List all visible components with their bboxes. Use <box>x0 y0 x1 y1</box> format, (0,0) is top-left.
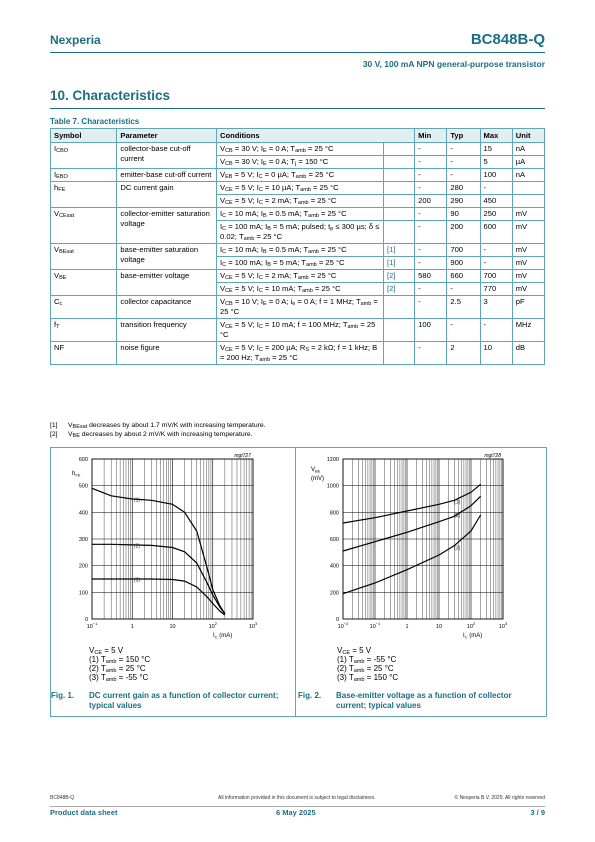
footer-doc: BC848B-Q <box>50 795 75 801</box>
fig1-legend-line: (1) $T_{amb} = 150$ °C <box>89 655 151 665</box>
cell-min: - <box>415 221 447 244</box>
figure-1-ylabel: $h_{FE}$ <box>72 471 81 478</box>
x-tick-label: $10^3$ <box>498 621 508 630</box>
fig2-legend-line: (2) $T_{amb} = 25$ °C <box>337 664 394 674</box>
cell-typ: - <box>447 283 480 296</box>
table-row <box>51 169 545 182</box>
x-tick-label: $10^2$ <box>208 621 217 630</box>
cell-note-ref: [2] <box>383 270 414 283</box>
cell-note-ref <box>383 195 414 208</box>
figure-1-label: Fig. 1. <box>51 691 75 700</box>
table-caption: Table 7. Characteristics <box>50 117 140 126</box>
y-tick-label: 1200 <box>326 457 339 463</box>
y-tick-label: 200 <box>78 563 88 570</box>
cell-symbol: $h_{FE}$ <box>51 182 117 208</box>
y-tick-label: 400 <box>78 510 88 517</box>
x-tick-label: $10^3$ <box>248 621 258 630</box>
series-label-3: (3) <box>133 577 141 584</box>
figure-2-label: Fig. 2. <box>298 691 322 700</box>
cell-conditions: $I_C = 10$ mA; $I_B = 0.5$ mA; $T_{amb} = 25$ °C <box>216 244 383 257</box>
cell-unit: mV <box>512 208 544 221</box>
cell-conditions: $V_{CB} = 30$ V; $I_E = 0$ A; $T_{amb} = 25$ °C <box>216 143 383 156</box>
cell-max: - <box>480 182 512 195</box>
note-2: [2] $V_{BE}$ decreases by about 2 mV/K with increasing temperature. <box>50 431 253 439</box>
cell-typ: 280 <box>447 182 480 195</box>
cell-max: 100 <box>480 169 512 182</box>
cell-typ: 90 <box>447 208 480 221</box>
cell-symbol: NF <box>51 342 117 365</box>
table-row <box>51 270 545 283</box>
x-tick-label: 10 <box>169 624 176 630</box>
cell-conditions: $V_{CE} = 5$ V; $I_C = 2$ mA; $T_{amb} = 25$ °C <box>216 270 383 283</box>
cell-min: - <box>415 208 447 221</box>
cell-conditions: $I_C = 100$ mA; $I_B = 5$ mA; pulsed; $t_p \le 300$ µs; δ ≤ 0.02; $T_{amb} = 25$ °C <box>216 221 383 244</box>
cell-symbol: $V_{BEsat}$ <box>51 244 117 270</box>
cell-unit: dB <box>512 342 544 365</box>
cell-unit: pF <box>512 296 544 319</box>
cell-min: 100 <box>415 319 447 342</box>
table-notes <box>50 421 266 439</box>
cell-typ: 660 <box>447 270 480 283</box>
fig2-legend-line: (1) $T_{amb} = -55$ °C <box>337 655 397 665</box>
figure-1-xlabel: $I_C$ (mA) <box>213 633 233 640</box>
cell-max: 700 <box>480 270 512 283</box>
cell-parameter: DC current gain <box>117 182 217 208</box>
cell-max: 10 <box>480 342 512 365</box>
cell-conditions: $V_{CE} = 5$ V; $I_C = 10$ mA; f = 100 MHz; $T_{amb} = 25$ °C <box>216 319 383 342</box>
cell-conditions: $V_{CE} = 5$ V; $I_C = 10$ µA; $T_{amb} = 25$ °C <box>216 182 383 195</box>
characteristics-table <box>50 128 545 365</box>
cell-min: 200 <box>415 195 447 208</box>
figure-1-chart <box>52 449 292 645</box>
cell-note-ref <box>383 342 414 365</box>
fig2-legend-line: (3) $T_{amb} = 150$ °C <box>337 673 399 683</box>
cell-typ: - <box>447 156 480 169</box>
x-tick-label: $10^{-1}$ <box>86 621 98 630</box>
cell-conditions: $I_C = 10$ mA; $I_B = 0.5$ mA; $T_{amb} = 25$ °C <box>216 208 383 221</box>
cell-note-ref <box>383 319 414 342</box>
cell-typ: - <box>447 319 480 342</box>
cell-unit <box>512 182 544 195</box>
header-rule <box>50 52 545 53</box>
cell-note-ref <box>383 221 414 244</box>
footer-thin-rule <box>50 806 545 807</box>
company-name: Nexperia <box>50 33 101 47</box>
table-row <box>51 208 545 221</box>
cell-typ: 2.5 <box>447 296 480 319</box>
cell-note-ref <box>383 169 414 182</box>
cell-max: 250 <box>480 208 512 221</box>
figure-2-caption-text: Base-emitter voltage as a function of collector current; typical values <box>336 691 512 710</box>
series-label-1: (1) <box>454 499 461 506</box>
cell-conditions: $V_{CE} = 5$ V; $I_C = 10$ mA; $T_{amb} = 25$ °C <box>216 283 383 296</box>
col-max: Max <box>480 129 512 143</box>
y-tick-label: 100 <box>78 590 88 597</box>
section-rule <box>50 108 545 109</box>
y-tick-label: 300 <box>78 537 88 543</box>
figure-2-caption <box>298 691 543 711</box>
cell-min: - <box>415 143 447 156</box>
col-min: Min <box>415 129 447 143</box>
y-tick-label: 0 <box>335 617 339 623</box>
figure-1-caption-text: DC current gain as a function of collector current; typical values <box>89 691 279 710</box>
cell-min: 580 <box>415 270 447 283</box>
table-row <box>51 342 545 365</box>
cell-parameter: base-emitter voltage <box>117 270 217 296</box>
cell-min: - <box>415 169 447 182</box>
series-label-2: (2) <box>454 513 461 519</box>
table-header-row <box>51 129 545 143</box>
cell-unit: mV <box>512 270 544 283</box>
y-tick-label: 500 <box>78 483 88 490</box>
cell-min: - <box>415 283 447 296</box>
cell-max: 15 <box>480 143 512 156</box>
x-tick-label: $10^{-2}$ <box>337 621 349 630</box>
cell-note-ref <box>383 208 414 221</box>
cell-conditions: $V_{CB} = 30$ V; $I_E = 0$ A; $T_j = 150$ °C <box>216 156 383 169</box>
table-row <box>51 143 545 156</box>
cell-max: 600 <box>480 221 512 244</box>
table-row <box>51 296 545 319</box>
figure-2-legend <box>337 646 398 682</box>
table-row <box>51 244 545 257</box>
cell-parameter: emitter-base cut-off current <box>117 169 217 182</box>
cell-min: - <box>415 244 447 257</box>
series-label-2: (2) <box>133 543 141 550</box>
note-1: [1] $V_{BEsat}$ decreases by about 1.7 mV/K with increasing temperature. <box>50 422 266 430</box>
figure-2-ylabel: $V_{BE}$ <box>311 467 321 474</box>
cell-typ: - <box>447 143 480 156</box>
series-label-3: (3) <box>454 545 461 552</box>
cell-note-ref: [1] <box>383 257 414 270</box>
cell-unit: mV <box>512 221 544 244</box>
x-tick-label: 1 <box>130 624 134 630</box>
cell-min: - <box>415 342 447 365</box>
col-unit: Unit <box>512 129 544 143</box>
cell-note-ref: [1] <box>383 244 414 257</box>
y-tick-label: 0 <box>84 617 88 623</box>
fig1-legend-line: (2) $T_{amb} = 25$ °C <box>89 664 146 674</box>
figure-2-chart <box>297 449 543 645</box>
col-parameter: Parameter <box>117 129 217 143</box>
x-tick-label: 1 <box>405 624 409 630</box>
cell-typ: 700 <box>447 244 480 257</box>
note-2-text: $V_{BE}$ decreases by about 2 mV/K with increasing temperature. <box>68 431 253 439</box>
cell-max: 5 <box>480 156 512 169</box>
col-conditions: Conditions <box>216 129 414 143</box>
cell-typ: - <box>447 169 480 182</box>
cell-parameter: collector capacitance <box>117 296 217 319</box>
cell-max: 770 <box>480 283 512 296</box>
footer-doc-type: Product data sheet <box>50 808 118 817</box>
cell-note-ref: [2] <box>383 283 414 296</box>
cell-unit: nA <box>512 143 544 156</box>
table-row <box>51 319 545 342</box>
cell-parameter: collector-emitter saturation voltage <box>117 208 217 244</box>
cell-symbol: $C_c$ <box>51 296 117 319</box>
cell-min: - <box>415 296 447 319</box>
figure-2-xlabel: $I_C$ (mA) <box>463 633 483 640</box>
cell-unit <box>512 195 544 208</box>
figure-2-code: mgt728 <box>484 453 501 459</box>
col-symbol: Symbol <box>51 129 117 143</box>
x-tick-label: $10^{-1}$ <box>369 621 381 630</box>
figure-1-code: mgt727 <box>234 453 251 459</box>
cell-unit: µA <box>512 156 544 169</box>
table-body <box>51 143 545 365</box>
cell-parameter: transition frequency <box>117 319 217 342</box>
cell-unit: mV <box>512 244 544 257</box>
figure-2-ylabel-unit: (mV) <box>311 476 324 482</box>
cell-unit: MHz <box>512 319 544 342</box>
figure-1-caption <box>51 691 291 711</box>
cell-conditions: $I_C = 100$ mA; $I_B = 5$ mA; $T_{amb} = 25$ °C <box>216 257 383 270</box>
cell-min: - <box>415 156 447 169</box>
cell-symbol: $V_{BE}$ <box>51 270 117 296</box>
fig1-legend-line: $V_{CE} = 5$ V <box>89 646 124 656</box>
cell-min: - <box>415 257 447 270</box>
cell-unit: nA <box>512 169 544 182</box>
cell-note-ref <box>383 182 414 195</box>
cell-conditions: $V_{CB} = 10$ V; $I_E = 0$ A; $i_e = 0$ A; f = 1 MHz; $T_{amb} = 25$ °C <box>216 296 383 319</box>
section-title: 10. Characteristics <box>50 88 171 103</box>
fig1-legend-line: (3) $T_{amb} = -55$ °C <box>89 673 149 683</box>
cell-min: - <box>415 182 447 195</box>
x-tick-label: $10^2$ <box>466 621 476 630</box>
cell-conditions: $V_{EB} = 5$ V; $I_C = 0$ µA; $T_{amb} = 25$ °C <box>216 169 383 182</box>
series-label-1: (1) <box>133 497 141 504</box>
cell-symbol: $f_T$ <box>51 319 117 342</box>
x-tick-label: 10 <box>435 624 443 630</box>
cell-parameter: noise figure <box>117 342 217 365</box>
y-tick-label: 600 <box>329 537 339 543</box>
cell-symbol: $I_{EBO}$ <box>51 169 117 182</box>
y-tick-label: 400 <box>329 563 339 570</box>
y-tick-label: 800 <box>329 510 339 517</box>
cell-max: - <box>480 319 512 342</box>
cell-max: 3 <box>480 296 512 319</box>
y-tick-label: 1000 <box>326 483 339 490</box>
cell-note-ref <box>383 156 414 169</box>
cell-parameter: collector-base cut-off current <box>117 143 217 169</box>
cell-typ: 900 <box>447 257 480 270</box>
figure-1-legend <box>89 646 150 682</box>
cell-symbol: $I_{CBO}$ <box>51 143 117 169</box>
cell-max: - <box>480 244 512 257</box>
cell-symbol: $V_{CEsat}$ <box>51 208 117 244</box>
series-line-3 <box>343 515 481 594</box>
cell-max: 450 <box>480 195 512 208</box>
footer-copyright: © Nexperia B.V. 2025. All rights reserved <box>454 795 545 801</box>
col-typ: Typ <box>447 129 480 143</box>
fig2-legend-line: $V_{CE} = 5$ V <box>337 646 372 656</box>
cell-max: - <box>480 257 512 270</box>
cell-conditions: $V_{CE} = 5$ V; $I_C = 2$ mA; $T_{amb} = 25$ °C <box>216 195 383 208</box>
cell-note-ref <box>383 143 414 156</box>
part-number: BC848B-Q <box>470 31 545 48</box>
cell-unit: mV <box>512 257 544 270</box>
table-row <box>51 182 545 195</box>
series-line-3 <box>92 579 225 615</box>
note-1-text: $V_{BEsat}$ decreases by about 1.7 mV/K with increasing temperature. <box>68 422 266 430</box>
footer-legal: All information provided in this document is subject to legal disclaimers. <box>218 795 376 801</box>
footer-page: 3 / 9 <box>530 808 545 817</box>
y-tick-label: 600 <box>78 457 88 463</box>
part-subtitle: 30 V, 100 mA NPN general-purpose transistor <box>362 59 545 69</box>
cell-typ: 2 <box>447 342 480 365</box>
cell-parameter: base-emitter saturation voltage <box>117 244 217 270</box>
cell-typ: 290 <box>447 195 480 208</box>
y-tick-label: 200 <box>329 590 339 597</box>
cell-note-ref <box>383 296 414 319</box>
footer-date: 6 May 2025 <box>276 808 316 817</box>
cell-typ: 200 <box>447 221 480 244</box>
cell-unit: mV <box>512 283 544 296</box>
cell-conditions: $V_{CE} = 5$ V; $I_C = 200$ µA; $R_S = 2$ kΩ; f = 1 kHz; B = 200 Hz; $T_{amb} = 25$ °C <box>216 342 383 365</box>
